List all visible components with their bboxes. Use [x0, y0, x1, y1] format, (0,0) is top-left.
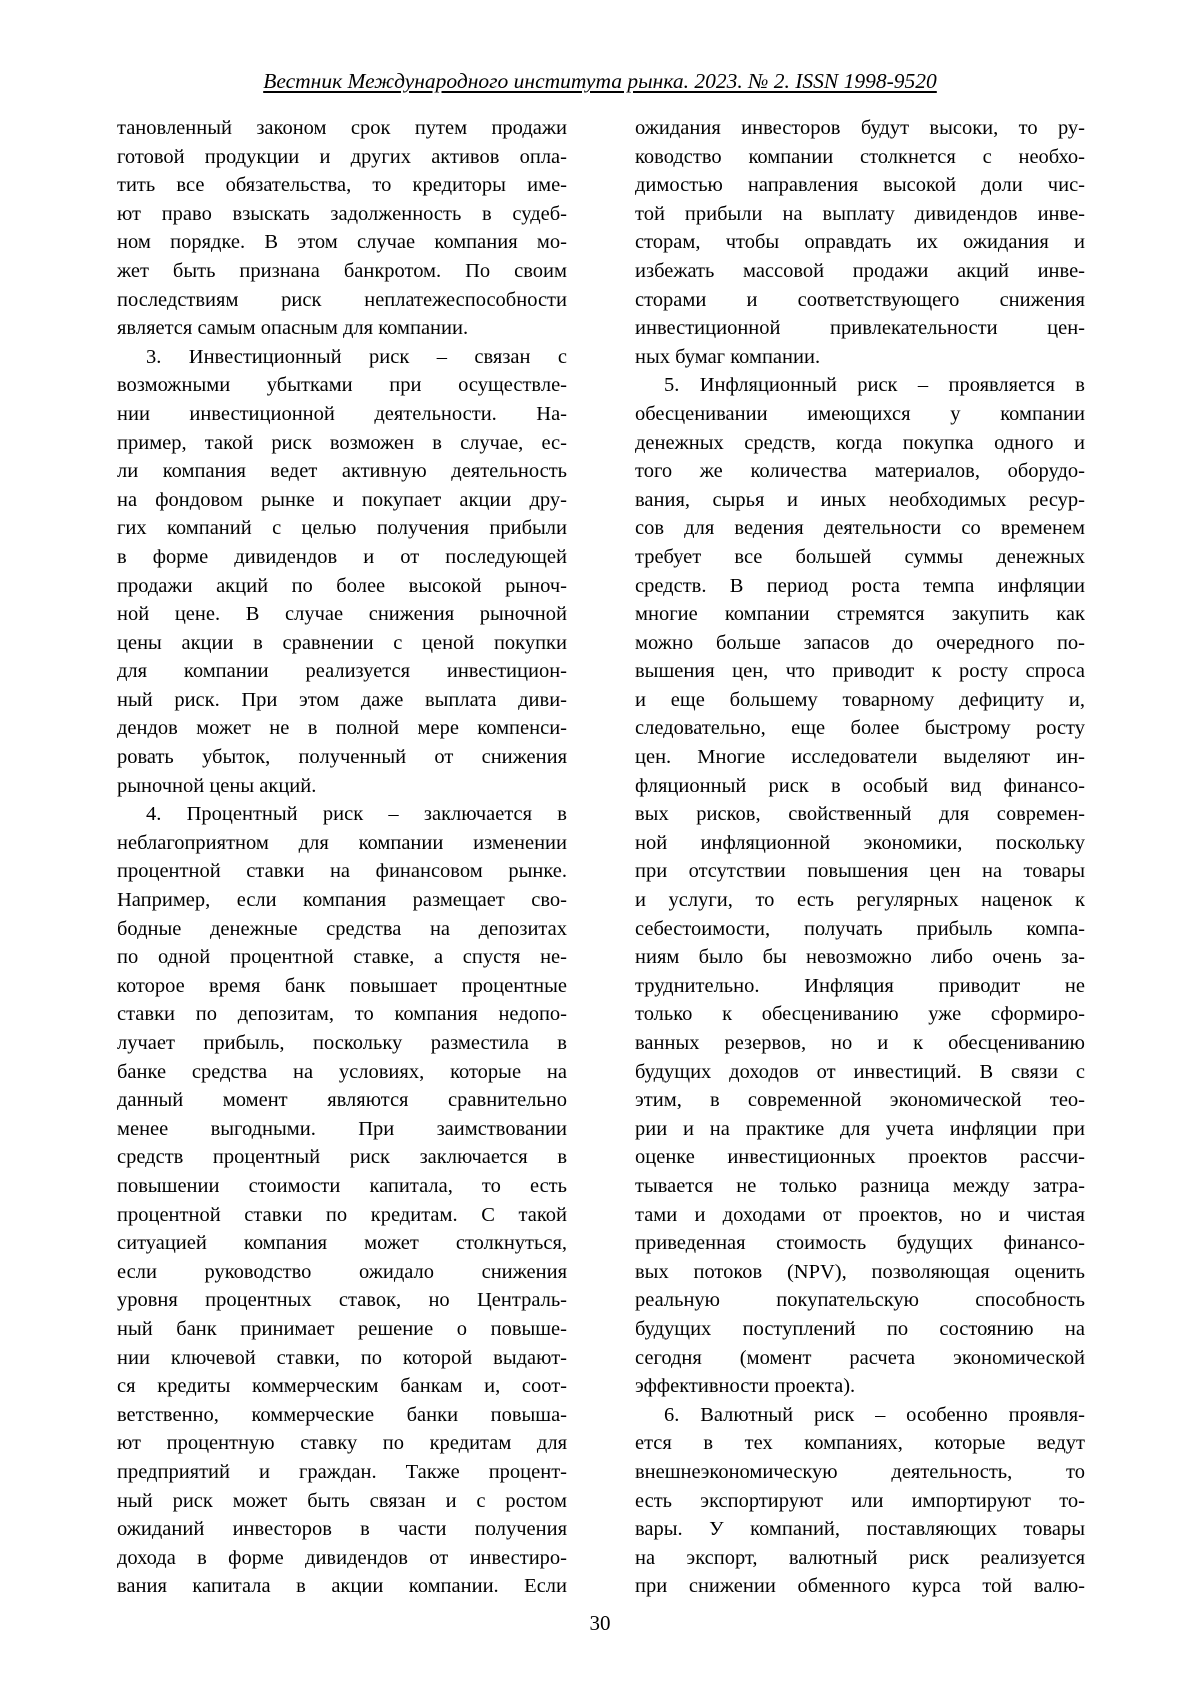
text-line: цен. Многие исследователи выделяют ин-: [635, 746, 1085, 769]
text-line: 3. Инвестиционный риск – связан с: [146, 345, 567, 368]
text-line: процентной ставки на финансовом рынке.: [117, 860, 567, 883]
text-line: ситуацией компания может столкнуться,: [117, 1232, 567, 1255]
text-line: ожиданий инвесторов в части получения: [117, 1518, 567, 1541]
text-line: если руководство ожидало снижения: [117, 1260, 567, 1283]
text-line: дохода в форме дивидендов от инвестиро-: [117, 1546, 567, 1569]
text-line: ной инфляционной экономики, поскольку: [635, 831, 1085, 854]
text-line: того же количества материалов, оборудо-: [635, 460, 1085, 483]
text-line: возможными убытками при осуществле-: [117, 374, 567, 397]
text-line: ся кредиты коммерческим банкам и, соот-: [117, 1375, 567, 1398]
text-line: которое время банк повышает процентные: [117, 974, 567, 997]
text-line: ный банк принимает решение о повыше-: [117, 1317, 567, 1340]
text-line: средств процентный риск заключается в: [117, 1146, 567, 1169]
text-line: ставки по депозитам, то компания недопо-: [117, 1003, 567, 1026]
text-line: инвестиционной привлекательности цен-: [635, 317, 1085, 340]
text-line: ется в тех компаниях, которые ведут: [635, 1432, 1085, 1455]
text-line: только к обесцениванию уже сформиро-: [635, 1003, 1085, 1026]
text-line: при отсутствии повышения цен на товары: [635, 860, 1085, 883]
text-line: нии инвестиционной деятельности. На-: [117, 402, 567, 425]
text-line: предприятий и граждан. Также процент-: [117, 1460, 567, 1483]
text-line: лучает прибыль, поскольку разместила в: [117, 1032, 567, 1054]
text-line: уровня процентных ставок, но Централь-: [117, 1289, 567, 1312]
text-line: сов для ведения деятельности со временем: [635, 517, 1085, 540]
text-line: оценке инвестиционных проектов рассчи-: [635, 1146, 1085, 1169]
text-line: реальную покупательскую способность: [635, 1289, 1085, 1312]
text-line: повышении стоимости капитала, то есть: [117, 1174, 567, 1197]
text-line: бодные денежные средства на депозитах: [117, 917, 567, 940]
text-line: нии ключевой ставки, по которой выдают-: [117, 1346, 567, 1369]
text-line: гих компаний с целью получения прибыли: [117, 517, 567, 540]
text-line: 4. Процентный риск – заключается в: [146, 803, 567, 826]
text-line: будущих поступлений по состоянию на: [635, 1317, 1085, 1340]
text-line: тами и доходами от проектов, но и чистая: [635, 1203, 1085, 1226]
text-line: денежных средств, когда покупка одного и: [635, 431, 1085, 454]
text-line: ванных резервов, но и к обесцениванию: [635, 1032, 1085, 1054]
text-line: Например, если компания размещает сво-: [117, 889, 567, 912]
text-line: дендов может не в полной мере компенси-: [117, 717, 567, 740]
text-line: ли компания ведет активную деятельность: [117, 460, 567, 483]
text-line: вания, сырья и иных необходимых ресур-: [635, 488, 1085, 511]
text-line: ют право взыскать задолженность в судеб-: [117, 202, 567, 225]
text-line: ниям было бы невозможно либо очень за-: [635, 946, 1085, 969]
text-line: при снижении обменного курса той валю-: [635, 1575, 1085, 1598]
text-line: готовой продукции и других активов опла-: [117, 145, 567, 168]
text-line: ветственно, коммерческие банки повыша-: [117, 1403, 567, 1426]
text-line: ном порядке. В этом случае компания мо-: [117, 231, 567, 254]
text-line: для компании реализуется инвестицион-: [117, 660, 567, 683]
text-line: будущих доходов от инвестиций. В связи с: [635, 1060, 1085, 1083]
text-line: тить все обязательства, то кредиторы име-: [117, 174, 567, 197]
text-line: менее выгодными. При заимствовании: [117, 1117, 567, 1140]
text-line: себестоимости, получать прибыль компа-: [635, 917, 1085, 940]
text-line: требует все большей суммы денежных: [635, 545, 1085, 568]
text-line: обесценивании имеющихся у компании: [635, 402, 1085, 425]
text-line: ют процентную ставку по кредитам для: [117, 1432, 567, 1455]
text-line: следовательно, еще более быстрому росту: [635, 717, 1085, 740]
text-line: есть экспортируют или импортируют то-: [635, 1489, 1085, 1512]
text-line: банке средства на условиях, которые на: [117, 1060, 567, 1083]
text-line: сторами и соответствующего снижения: [635, 288, 1085, 311]
text-line: рыночной цены акций.: [117, 774, 317, 797]
text-line: и услуги, то есть регулярных наценок к: [635, 889, 1085, 912]
text-line: процентной ставки по кредитам. С такой: [117, 1203, 567, 1226]
text-line: сегодня (момент расчета экономической: [635, 1346, 1085, 1369]
text-line: вары. У компаний, поставляющих товары: [635, 1518, 1085, 1541]
text-line: ный риск. При этом даже выплата диви-: [117, 688, 567, 711]
text-line: на фондовом рынке и покупает акции дру-: [117, 488, 567, 511]
text-line: этим, в современной экономической тео-: [635, 1089, 1085, 1112]
text-line: и еще большему товарному дефициту и,: [635, 688, 1085, 711]
right-column: [635, 114, 1085, 1601]
left-column: [117, 114, 567, 1601]
text-line: 6. Валютный риск – особенно проявля-: [664, 1403, 1085, 1426]
text-line: в форме дивидендов и от последующей: [117, 545, 567, 568]
text-line: рии и на практике для учета инфляции при: [635, 1117, 1085, 1140]
text-line: данный момент являются сравнительно: [117, 1089, 567, 1112]
text-line: на экспорт, валютный риск реализуется: [635, 1546, 1085, 1569]
text-line: той прибыли на выплату дивидендов инве-: [635, 202, 1085, 225]
text-line: 5. Инфляционный риск – проявляется в: [664, 374, 1085, 397]
text-line: димостью направления высокой доли чис-: [635, 174, 1085, 197]
text-line: можно больше запасов до очередного по-: [635, 631, 1085, 654]
text-line: ной цене. В случае снижения рыночной: [117, 603, 567, 626]
text-line: избежать массовой продажи акций инве-: [635, 259, 1085, 282]
text-line: ный риск может быть связан и с ростом: [117, 1489, 567, 1512]
text-line: жет быть признана банкротом. По своим: [117, 259, 567, 282]
text-line: по одной процентной ставке, а спустя не-: [117, 946, 567, 969]
text-line: цены акции в сравнении с ценой покупки: [117, 631, 567, 654]
text-line: является самым опасным для компании.: [117, 317, 469, 340]
text-line: вых рисков, свойственный для современ-: [635, 803, 1085, 826]
text-line: продажи акций по более высокой рыноч-: [117, 574, 567, 597]
text-line: пример, такой риск возможен в случае, ес-: [117, 431, 567, 454]
text-line: ожидания инвесторов будут высоки, то ру-: [635, 117, 1085, 139]
text-line: многие компании стремятся закупить как: [635, 603, 1085, 626]
text-line: последствиям риск неплатежеспособности: [117, 288, 567, 311]
text-line: эффективности проекта).: [635, 1375, 856, 1398]
text-line: приведенная стоимость будущих финансо-: [635, 1232, 1085, 1255]
text-line: фляционный риск в особый вид финансо-: [635, 774, 1085, 797]
text-line: ровать убыток, полученный от снижения: [117, 746, 567, 769]
text-line: ных бумаг компании.: [635, 345, 821, 368]
text-line: труднительно. Инфляция приводит не: [635, 974, 1085, 997]
text-line: средств. В период роста темпа инфляции: [635, 574, 1085, 597]
text-line: вых потоков (NPV), позволяющая оценить: [635, 1260, 1085, 1283]
page-number: 30: [589, 1611, 611, 1635]
text-line: вышения цен, что приводит к росту спроса: [635, 660, 1085, 683]
text-line: сторам, чтобы оправдать их ожидания и: [635, 231, 1085, 254]
text-line: неблагоприятном для компании изменении: [117, 831, 567, 854]
text-line: внешнеэкономическую деятельность, то: [635, 1460, 1085, 1483]
text-line: вания капитала в акции компании. Если: [117, 1575, 567, 1598]
text-line: тывается не только разница между затра-: [635, 1174, 1085, 1197]
text-line: тановленный законом срок путем продажи: [117, 117, 567, 139]
running-header: Вестник Международного института рынка. 2023. № 2. ISSN 1998-9520: [263, 69, 937, 93]
text-line: ководство компании столкнется с необхо-: [635, 145, 1085, 168]
